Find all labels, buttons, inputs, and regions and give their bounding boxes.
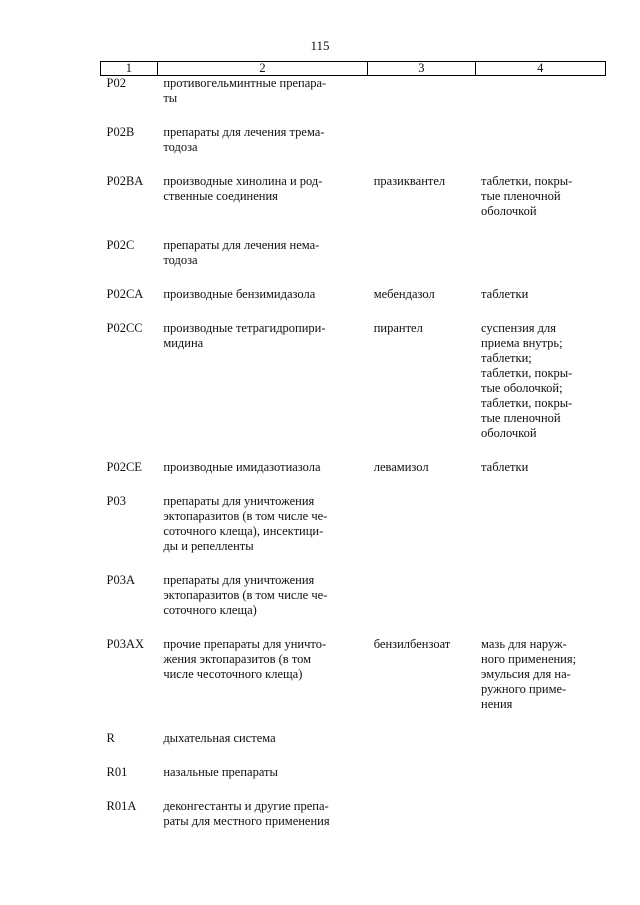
group-name-cell — [157, 321, 367, 460]
drug-name-cell — [368, 76, 475, 126]
group-name-line: ственные соединения — [163, 189, 278, 203]
group-name-line: назальные препараты — [163, 765, 278, 779]
dosage-form-cell — [475, 637, 605, 731]
group-name-line: раты для местного применения — [163, 814, 330, 828]
drug-name-cell — [368, 125, 475, 174]
drug-name-cell: бензилбензоат — [373, 637, 451, 651]
dosage-form-cell — [475, 799, 605, 848]
group-name-line: соточного клеща), инсектици- — [163, 524, 324, 538]
dosage-form-line: оболочкой — [481, 426, 537, 440]
atc-code-cell: P02BA — [106, 174, 144, 188]
group-name-cell — [157, 125, 367, 174]
column-header-1: 1 — [101, 62, 158, 76]
atc-code-cell: P02C — [106, 238, 135, 252]
group-name-line: жения эктопаразитов (в том — [163, 652, 312, 666]
group-name-line: эктопаразитов (в том числе че- — [163, 588, 328, 602]
atc-code-cell: P02B — [106, 125, 135, 139]
dosage-form-cell — [475, 238, 605, 287]
group-name-line: ды и репелленты — [163, 539, 254, 553]
dosage-form-cell — [475, 321, 605, 460]
group-name-cell — [157, 174, 367, 238]
dosage-form-line: нения — [481, 697, 513, 711]
group-name-line: противогельминтные препара- — [163, 76, 327, 90]
dosage-form-line: тые оболочкой; — [481, 381, 563, 395]
group-name-line: тодоза — [163, 140, 198, 154]
group-name-line: производные имидазотиазола — [163, 460, 321, 474]
dosage-form-line: тые пленочной — [481, 411, 561, 425]
group-name-line: препараты для лечения нема- — [163, 238, 320, 252]
group-name-line: производные тетрагидропири- — [163, 321, 326, 335]
table-row — [101, 637, 606, 731]
table-row — [101, 494, 606, 573]
atc-code-cell: P02CE — [106, 460, 142, 474]
group-name-line: мидина — [163, 336, 204, 350]
drug-name-cell: празиквантел — [373, 174, 446, 188]
group-name-cell — [157, 238, 367, 287]
table-row — [101, 321, 606, 460]
dosage-form-line: ружного приме- — [481, 682, 567, 696]
group-name-line: соточного клеща) — [163, 603, 257, 617]
table-row — [101, 76, 606, 126]
group-name-cell — [157, 460, 367, 494]
table-row — [101, 287, 606, 321]
dosage-form-line: суспензия для — [481, 321, 556, 335]
group-name-line: производные хинолина и род- — [163, 174, 323, 188]
table-row — [101, 573, 606, 637]
dosage-form-cell — [475, 287, 605, 321]
group-name-line: препараты для лечения трема- — [163, 125, 325, 139]
group-name-cell — [157, 494, 367, 573]
drug-name-cell — [368, 799, 475, 848]
column-header-2: 2 — [157, 62, 367, 76]
group-name-cell — [157, 765, 367, 799]
dosage-form-line: таблетки — [481, 287, 529, 301]
group-name-line: деконгестанты и другие препа- — [163, 799, 329, 813]
dosage-form-line: таблетки — [481, 460, 529, 474]
table-row — [101, 460, 606, 494]
dosage-form-line: таблетки, покры- — [481, 396, 573, 410]
atc-code-cell: R01 — [106, 765, 128, 779]
drug-name-cell: мебендазол — [373, 287, 435, 301]
group-name-cell — [157, 76, 367, 126]
dosage-form-line: тые пленочной — [481, 189, 561, 203]
table-row — [101, 125, 606, 174]
dosage-form-line: ного применения; — [481, 652, 577, 666]
table-header — [101, 62, 606, 76]
dosage-form-cell — [475, 494, 605, 573]
dosage-form-line: мазь для наруж- — [481, 637, 567, 651]
group-name-line: препараты для уничтожения — [163, 573, 315, 587]
drug-name-cell — [368, 765, 475, 799]
dosage-form-cell — [475, 765, 605, 799]
group-name-line: ты — [163, 91, 178, 105]
table-row — [101, 238, 606, 287]
group-name-cell — [157, 287, 367, 321]
column-header-3: 3 — [368, 62, 475, 76]
drug-name-cell — [368, 573, 475, 637]
group-name-line: препараты для уничтожения — [163, 494, 315, 508]
group-name-cell — [157, 637, 367, 731]
group-name-line: дыхательная система — [163, 731, 276, 745]
table-row — [101, 174, 606, 238]
atc-code-cell: R — [106, 731, 115, 745]
dosage-form-line: эмульсия для на- — [481, 667, 571, 681]
group-name-line: прочие препараты для уничто- — [163, 637, 327, 651]
group-name-cell — [157, 799, 367, 848]
table-body — [101, 76, 606, 849]
dosage-form-cell — [475, 174, 605, 238]
group-name-line: тодоза — [163, 253, 198, 267]
atc-code-cell: P03A — [106, 573, 135, 587]
dosage-form-line: оболочкой — [481, 204, 537, 218]
table-row — [101, 731, 606, 765]
drug-name-cell: пирантел — [373, 321, 423, 335]
atc-code-cell: P03 — [106, 494, 126, 508]
dosage-form-cell — [475, 460, 605, 494]
drug-name-cell — [368, 494, 475, 573]
drug-table — [100, 61, 606, 848]
dosage-form-line: приема внутрь; — [481, 336, 563, 350]
group-name-cell — [157, 731, 367, 765]
drug-name-cell: левамизол — [373, 460, 429, 474]
group-name-line: производные бензимидазола — [163, 287, 316, 301]
dosage-form-line: таблетки, покры- — [481, 366, 573, 380]
dosage-form-line: таблетки; — [481, 351, 532, 365]
atc-code-cell: R01A — [106, 799, 137, 813]
group-name-line: числе чесоточного клеща) — [163, 667, 303, 681]
atc-code-cell: P02CA — [106, 287, 144, 301]
table-row — [101, 765, 606, 799]
atc-code-cell: P02CC — [106, 321, 143, 335]
dosage-form-line: таблетки, покры- — [481, 174, 573, 188]
dosage-form-cell — [475, 76, 605, 126]
dosage-form-cell — [475, 731, 605, 765]
group-name-cell — [157, 573, 367, 637]
atc-code-cell: P03AX — [106, 637, 145, 651]
drug-name-cell — [368, 238, 475, 287]
group-name-line: эктопаразитов (в том числе че- — [163, 509, 328, 523]
dosage-form-cell — [475, 573, 605, 637]
drug-name-cell — [368, 731, 475, 765]
page-number: 115 — [310, 38, 330, 53]
table-row — [101, 799, 606, 848]
dosage-form-cell — [475, 125, 605, 174]
atc-code-cell: P02 — [106, 76, 126, 90]
column-header-4: 4 — [475, 62, 605, 76]
